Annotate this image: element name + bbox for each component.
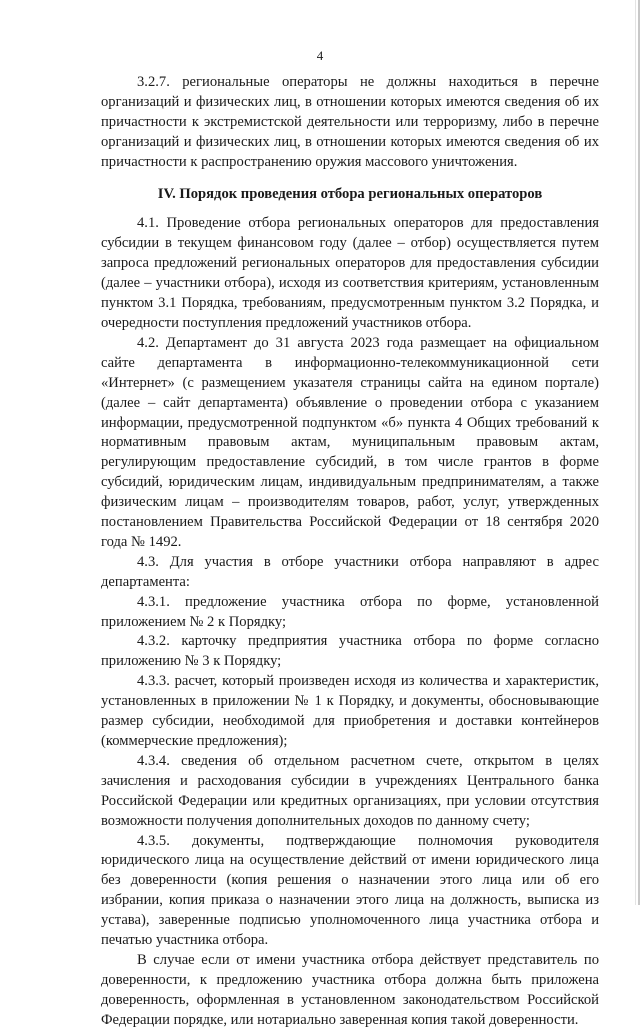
page-number: 4	[316, 48, 324, 63]
paragraph-4-1: 4.1. Проведение отбора региональных операторов для предоставления субсидии в текущем финансовом году (далее – отбор) осуществляется путем запроса предложений региональных операторов для предоставления субсидии (далее – участники отбора), исходя из соответствия критериям, установленным пунктом 3.1 Порядка, требованиям, предусмотренным пунктом 3.2 Порядка, и очередности поступления предложений участников отбора.	[101, 215, 599, 331]
paragraph-4-2: 4.2. Департамент до 31 августа 2023 года размещает на официальном сайте департамента в информационно-телекоммуникационной сети «Интернет» (с размещением указателя страницы сайта на едином портале) (далее – сайт департамента) объявление о проведении отбора с указанием информации, предусмотренной подпунктом «б» пункта 4 Общих требований к нормативным правовым актам, муниципальным правовым актам, регулирующим предоставление субсидий, в том числе грантов в форме субсидий, юридическим лицам, индивидуальным предпринимателям, а также физическим лицам – производителям товаров, работ, услуг, утвержденных постановлением Правительства Российской Федерации от 18 сентября 2020 года № 1492.	[101, 334, 599, 550]
page-edge-inner	[635, 0, 636, 905]
paragraph-4-3-5: 4.3.5. документы, подтверждающие полномочия руководителя юридического лица на осуществление действий от имени юридического лица без доверенности (копия решения о назначении этого лица или об его избрании, копия приказа о назначении этого лица на должность, выписка из устава), заверенные подписью уполномоченного лица участника отбора и печатью участника отбора.	[101, 832, 599, 949]
paragraph-power-of-attorney: В случае если от имени участника отбора действует представитель по доверенности, к предложению участника отбора должна быть приложена доверенность, оформленная в установленном законодательством Российской Федерации порядке, или нотариально заверенная копия такой доверенности.	[101, 951, 599, 1028]
paragraph-4-3-4: 4.3.4. сведения об отдельном расчетном счете, открытом в целях зачисления и расходования субсидии в учреждениях Центрального банка Российской Федерации или кредитных организациях, при условии отсутствия возможности получения дополнительных доходов по данному счету;	[101, 752, 599, 829]
document-body	[101, 73, 599, 1031]
paragraph-4-3: 4.3. Для участия в отборе участники отбора направляют в адрес департамента:	[101, 553, 599, 590]
paragraph-4-3-1: 4.3.1. предложение участника отбора по форме, установленной приложением № 2 к Порядку;	[101, 593, 599, 630]
section-title: IV. Порядок проведения отбора региональных операторов	[157, 185, 543, 202]
paragraph-4-3-3: 4.3.3. расчет, который произведен исходя из количества и характеристик, установленных в приложении № 1 к Порядку, и документы, обосновывающие размер субсидии, необходимой для приобретения и доставки контейнеров (коммерческие предложения);	[101, 673, 599, 749]
paragraph-3-2-7: 3.2.7. региональные операторы не должны находиться в перечне организаций и физических лиц, в отношении которых имеются сведения об их причастности к экстремистской деятельности или терроризму, либо в перечне организаций и физических лиц, в отношении которых имеются сведения об их причастности к распространению оружия массового уничтожения.	[101, 74, 599, 170]
paragraph-4-3-2: 4.3.2. карточку предприятия участника отбора по форме согласно приложению № 3 к Порядку;	[101, 633, 599, 670]
